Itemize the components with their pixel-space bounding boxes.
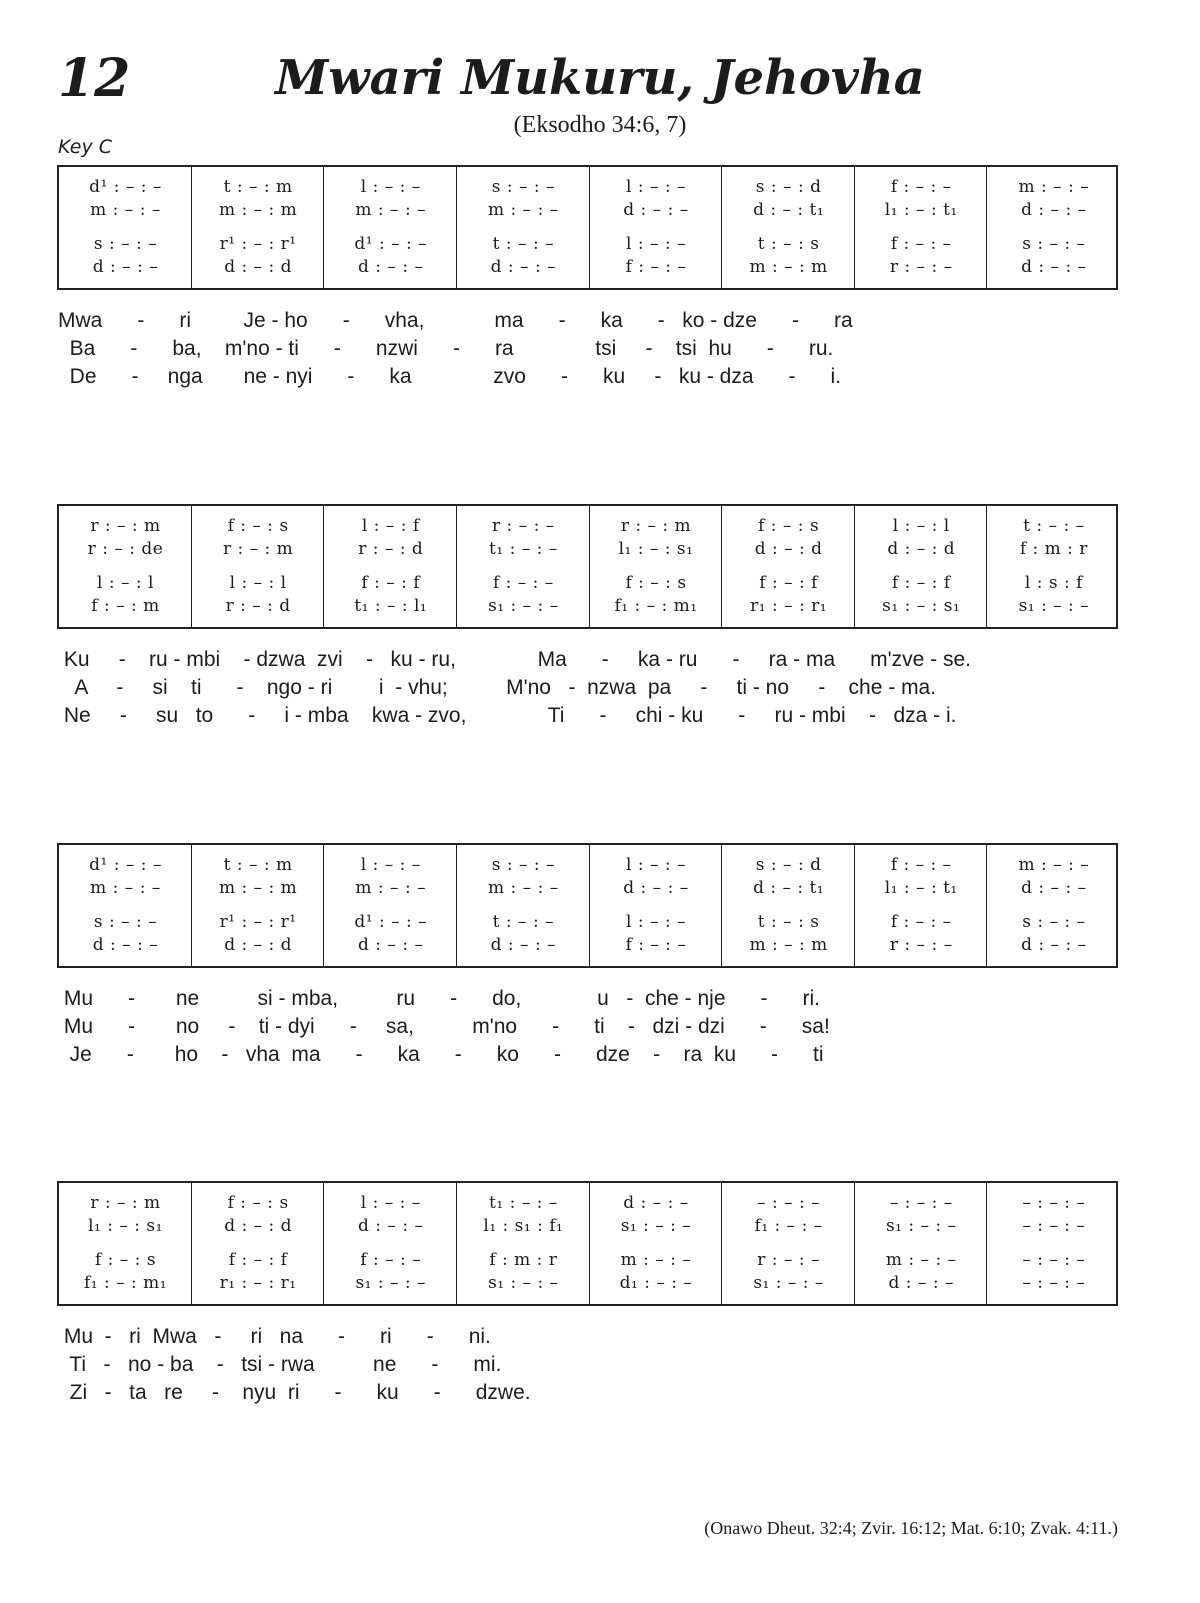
- solfa-cell: s₁ : – : –: [488, 596, 559, 616]
- solfa-cell: f : – : f: [228, 1250, 288, 1270]
- solfa-cell: m : – : m: [218, 200, 298, 220]
- solfa-cell: t : – : –: [1023, 516, 1085, 536]
- lyric-line: De - nga ne - nyi - ka zvo - ku - ku - dza - i.: [58, 365, 842, 388]
- solfa-cell: d : – : –: [623, 200, 689, 220]
- solfa-cell: s : – : d: [755, 855, 822, 875]
- solfa-cell: m : – : –: [885, 1250, 957, 1270]
- solfa-cell: l : s : f: [1024, 573, 1083, 593]
- solfa-cell: t : – : m: [223, 855, 293, 875]
- solfa-cell: – : – : –: [757, 1193, 821, 1213]
- solfa-cell: l : – : f: [361, 516, 420, 536]
- solfa-cell: s₁ : – : –: [885, 1216, 957, 1236]
- solfa-cell: d¹ : – : –: [89, 855, 162, 875]
- lyric-line: Je - ho - vha ma - ka - ko - dze - ra ku - ti: [58, 1043, 824, 1066]
- solfa-cell: t : – : s: [757, 234, 820, 254]
- solfa-cell: d : – : –: [490, 935, 557, 955]
- solfa-cell: d : – : d: [887, 539, 956, 559]
- solfa-cell: s : – : –: [1022, 234, 1086, 254]
- solfa-cell: l : – : l: [229, 573, 287, 593]
- solfa-cell: d¹ : – : –: [89, 177, 162, 197]
- solfa-cell: l : – : –: [360, 855, 421, 875]
- solfa-cell: s : – : –: [93, 234, 158, 254]
- solfa-cell: r : – : –: [757, 1250, 820, 1270]
- key-signature: Key C: [58, 136, 113, 158]
- solfa-cell: r₁ : – : r₁: [219, 1273, 297, 1293]
- solfa-cell: d : – : –: [358, 1216, 424, 1236]
- solfa-cell: s : – : –: [491, 855, 556, 875]
- solfa-cell: d¹ : – : –: [354, 912, 428, 932]
- solfa-cell: l₁ : – : t₁: [884, 200, 958, 220]
- solfa-cell: l : – : –: [625, 234, 686, 254]
- music-staff: [57, 1181, 1118, 1306]
- solfa-cell: r : – : –: [492, 516, 555, 536]
- solfa-cell: s : – : d: [755, 177, 822, 197]
- solfa-cell: t : – : –: [492, 912, 555, 932]
- solfa-cell: s₁ : – : s₁: [882, 596, 961, 616]
- lyric-line: Ne - su to - i - mba kwa - zvo, Ti - chi - ku - ru - mbi - dza - i.: [58, 704, 957, 727]
- solfa-cell: l₁ : – : s₁: [88, 1216, 163, 1236]
- solfa-cell: m : – : –: [1018, 855, 1090, 875]
- solfa-cell: f : – : –: [360, 1250, 422, 1270]
- credit-reference: (Onawo Dheut. 32:4; Zvir. 16:12; Mat. 6:10; Zvak. 4:11.): [704, 1518, 1118, 1538]
- solfa-cell: – : – : –: [1022, 1250, 1086, 1270]
- solfa-cell: f : – : –: [625, 935, 687, 955]
- solfa-cell: – : – : –: [1022, 1216, 1086, 1236]
- solfa-cell: f : – : s: [227, 516, 289, 536]
- solfa-cell: f : – : –: [890, 912, 952, 932]
- solfa-cell: r : – : –: [889, 257, 953, 277]
- solfa-cell: r¹ : – : r¹: [219, 234, 297, 254]
- solfa-cell: l : – : –: [360, 1193, 421, 1213]
- solfa-cell: d¹ : – : –: [354, 234, 428, 254]
- solfa-cell: f : – : s: [758, 516, 820, 536]
- solfa-cell: f : – : –: [890, 177, 952, 197]
- solfa-cell: f : – : –: [625, 257, 687, 277]
- solfa-cell: r : – : m: [222, 539, 294, 559]
- solfa-cell: s₁ : – : –: [753, 1273, 824, 1293]
- solfa-cell: t : – : s: [757, 912, 820, 932]
- solfa-cell: s₁ : – : –: [1018, 596, 1090, 616]
- song-number: 12: [58, 48, 131, 109]
- solfa-cell: s₁ : – : –: [488, 1273, 559, 1293]
- solfa-cell: f : m : r: [1019, 539, 1088, 559]
- lyric-line: Mwa - ri Je - ho - vha, ma - ka - ko - dze - ra: [58, 309, 853, 332]
- solfa-cell: r¹ : – : r¹: [219, 912, 297, 932]
- solfa-cell: r : – : m: [620, 516, 692, 536]
- solfa-cell: f₁ : – : m₁: [83, 1273, 168, 1293]
- solfa-cell: d : – : –: [623, 1193, 689, 1213]
- solfa-cell: d : – : –: [92, 935, 159, 955]
- solfa-cell: m : – : –: [620, 1250, 692, 1270]
- solfa-cell: m : – : m: [218, 878, 298, 898]
- solfa-cell: r : – : d: [358, 539, 424, 559]
- solfa-cell: f : – : s: [227, 1193, 289, 1213]
- solfa-cell: t : – : m: [223, 177, 293, 197]
- scripture-reference: (Eksodho 34:6, 7): [513, 112, 687, 138]
- solfa-cell: d : – : t₁: [753, 200, 825, 220]
- solfa-cell: – : – : –: [1022, 1193, 1086, 1213]
- solfa-cell: f : – : f: [361, 573, 421, 593]
- solfa-cell: l : – : –: [625, 855, 686, 875]
- music-staff: [57, 165, 1118, 290]
- lyric-line: A - si ti - ngo - ri i - vhu; M'no - nzwa pa - ti - no - che - ma.: [58, 676, 937, 699]
- solfa-cell: f : – : s: [625, 573, 687, 593]
- solfa-cell: f₁ : – : –: [754, 1216, 823, 1236]
- lyric-line: Ba - ba, m'no - ti - nzwi - ra tsi - tsi hu - ru.: [58, 337, 834, 360]
- solfa-cell: r : – : d: [225, 596, 291, 616]
- solfa-cell: l : – : l: [892, 516, 950, 536]
- solfa-cell: d₁ : – : –: [619, 1273, 693, 1293]
- solfa-cell: l₁ : – : t₁: [884, 878, 958, 898]
- lyrics-block: [58, 646, 971, 730]
- song-title: Mwari Mukuru, Jehovha: [275, 50, 925, 106]
- lyric-line: Mu - ri Mwa - ri na - ri - ni.: [58, 1325, 491, 1348]
- lyrics-block: [58, 1323, 531, 1407]
- solfa-cell: s : – : –: [1022, 912, 1086, 932]
- solfa-cell: f : – : m: [91, 596, 160, 616]
- solfa-cell: – : – : –: [889, 1193, 953, 1213]
- solfa-cell: s : – : –: [491, 177, 556, 197]
- lyrics-block: [58, 985, 830, 1069]
- solfa-cell: m : – : –: [90, 878, 161, 898]
- solfa-cell: f : m : r: [489, 1250, 558, 1270]
- solfa-cell: d : – : d: [224, 257, 293, 277]
- music-staff: [57, 504, 1118, 629]
- solfa-cell: d : – : –: [623, 878, 689, 898]
- solfa-cell: l : – : –: [625, 177, 686, 197]
- music-staff: [57, 843, 1118, 968]
- lyric-line: Ku - ru - mbi - dzwa zvi - ku - ru, Ma - ka - ru - ra - ma m'zve - se.: [58, 648, 971, 671]
- solfa-cell: s : – : –: [93, 912, 158, 932]
- solfa-cell: t₁ : – : l₁: [354, 596, 428, 616]
- solfa-cell: t : – : –: [492, 234, 555, 254]
- solfa-cell: r : – : m: [90, 1193, 161, 1213]
- lyric-line: Mu - ne si - mba, ru - do, u - che - nje - ri.: [58, 987, 821, 1010]
- solfa-cell: f : – : f: [759, 573, 818, 593]
- lyric-line: Ti - no - ba - tsi - rwa ne - mi.: [58, 1353, 502, 1376]
- solfa-cell: r₁ : – : r₁: [750, 596, 828, 616]
- solfa-cell: f : – : f: [891, 573, 951, 593]
- solfa-cell: r : – : –: [889, 935, 953, 955]
- solfa-cell: m : – : –: [488, 200, 559, 220]
- solfa-cell: d : – : d: [754, 539, 823, 559]
- solfa-cell: m : – : –: [1018, 177, 1090, 197]
- solfa-cell: d : – : –: [358, 257, 424, 277]
- solfa-cell: f : – : –: [890, 855, 952, 875]
- solfa-cell: d : – : t₁: [753, 878, 825, 898]
- solfa-cell: d : – : –: [358, 935, 424, 955]
- solfa-cell: d : – : –: [1021, 878, 1087, 898]
- solfa-cell: f : – : –: [890, 234, 952, 254]
- lyric-line: Zi - ta re - nyu ri - ku - dzwe.: [58, 1381, 531, 1404]
- solfa-cell: l₁ : – : s₁: [618, 539, 694, 559]
- solfa-cell: m : – : m: [749, 935, 828, 955]
- solfa-cell: – : – : –: [1022, 1273, 1086, 1293]
- solfa-cell: l : – : –: [625, 912, 686, 932]
- solfa-cell: f : – : –: [492, 573, 554, 593]
- solfa-cell: d : – : –: [490, 257, 557, 277]
- solfa-cell: d : – : –: [1021, 935, 1087, 955]
- solfa-cell: d : – : –: [92, 257, 159, 277]
- solfa-cell: m : – : –: [488, 878, 559, 898]
- solfa-cell: r : – : de: [87, 539, 164, 559]
- solfa-cell: m : – : –: [355, 878, 427, 898]
- solfa-cell: f₁ : – : m₁: [614, 596, 698, 616]
- solfa-cell: m : – : –: [90, 200, 161, 220]
- solfa-cell: m : – : –: [355, 200, 427, 220]
- solfa-cell: r : – : m: [90, 516, 161, 536]
- solfa-cell: d : – : –: [1021, 257, 1087, 277]
- solfa-cell: d : – : d: [224, 935, 293, 955]
- solfa-cell: s₁ : – : –: [620, 1216, 692, 1236]
- solfa-cell: l₁ : s₁ : f₁: [483, 1216, 564, 1236]
- solfa-cell: l : – : –: [360, 177, 421, 197]
- solfa-cell: d : – : d: [224, 1216, 293, 1236]
- solfa-cell: t₁ : – : –: [489, 539, 558, 559]
- solfa-cell: s₁ : – : –: [355, 1273, 427, 1293]
- lyrics-block: [58, 307, 853, 391]
- solfa-cell: d : – : –: [1021, 200, 1087, 220]
- solfa-cell: m : – : m: [749, 257, 828, 277]
- solfa-cell: d : – : –: [888, 1273, 954, 1293]
- lyric-line: Mu - no - ti - dyi - sa, m'no - ti - dzi - dzi - sa!: [58, 1015, 830, 1038]
- solfa-cell: l : – : l: [97, 573, 154, 593]
- solfa-cell: f : – : s: [94, 1250, 157, 1270]
- solfa-cell: t₁ : – : –: [489, 1193, 558, 1213]
